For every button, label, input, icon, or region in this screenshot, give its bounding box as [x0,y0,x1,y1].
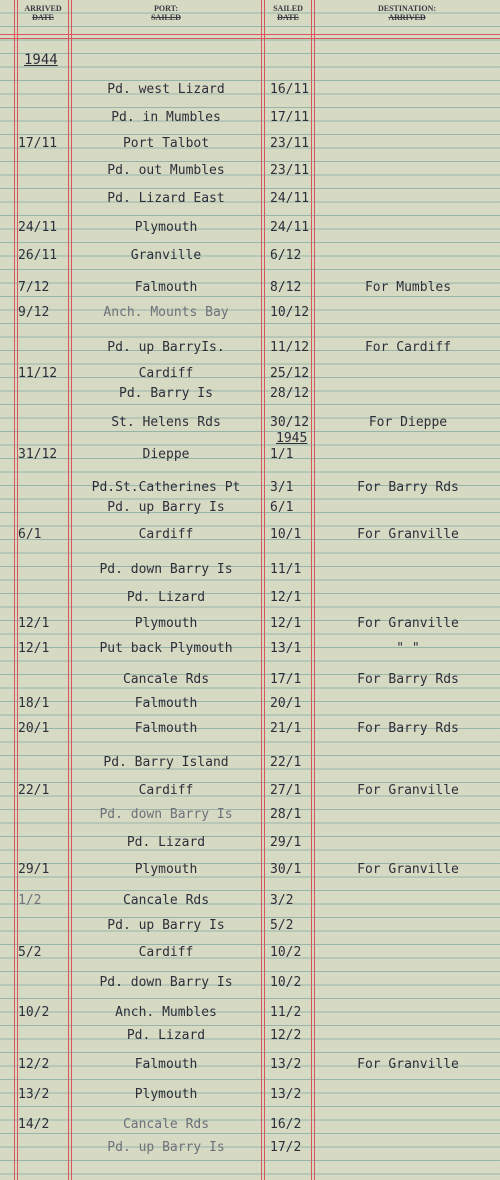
port-name: Pd. Barry Is [119,386,213,401]
port-name: Pd. west Lizard [107,82,225,97]
header-rule-top [0,34,500,35]
sailed-date: 13/2 [270,1087,302,1102]
sailed-date: 23/11 [270,163,310,178]
port-name: Pd. out Mumbles [107,163,225,178]
port-name: Pd. up Barry Is [107,918,225,933]
port-name: Falmouth [134,280,198,295]
sailed-date: 17/1 [270,672,302,687]
sailed-date: 11/2 [270,1005,302,1020]
port-name: Pd. Lizard East [107,191,225,206]
port-name: Plymouth [134,862,198,877]
port-name: Cancale Rds [122,893,210,908]
destination-note: For Barry Rds [357,480,459,495]
arrived-date: 29/1 [18,862,50,877]
destination-note: For Granville [357,527,459,542]
destination-note: For Mumbles [364,280,452,295]
header-sailed-title: SAILED [273,4,303,13]
sailed-date: 13/2 [270,1057,302,1072]
sailed-date: 20/1 [270,696,302,711]
port-name: Cardiff [138,783,194,798]
sailed-date: 1/1 [270,447,294,462]
destination-note: For Granville [357,862,459,877]
port-name: Cardiff [138,945,194,960]
port-name: Granville [130,248,202,263]
port-name: Pd. up Barry Is [107,1140,225,1155]
destination-note: For Granville [357,1057,459,1072]
port-name: Cardiff [138,366,194,381]
port-name: Pd. Lizard [126,1028,206,1043]
port-name: Plymouth [134,1087,198,1102]
arrived-date: 12/2 [18,1057,50,1072]
port-name: Pd. Lizard [126,590,206,605]
port-name: Plymouth [134,220,198,235]
arrived-date: 22/1 [18,783,50,798]
sailed-date: 29/1 [270,835,302,850]
sailed-date: 30/12 [270,415,310,430]
port-name: Cancale Rds [122,672,210,687]
port-name: Anch. Mounts Bay [103,305,229,320]
port-name: Cancale Rds [122,1117,210,1132]
header-destination [314,4,500,22]
sailed-date: 10/12 [270,305,310,320]
port-name: Pd. down Barry Is [99,807,233,822]
sailed-date: 12/1 [270,616,302,631]
port-name: St. Helens Rds [111,415,221,430]
port-name: Pd. down Barry Is [99,562,233,577]
header-sailed-sub: DATE [277,13,299,22]
header-port-sub: SAILED [151,13,181,22]
sailed-date: 13/1 [270,641,302,656]
header-rule-bottom [0,38,500,39]
arrived-date: 9/12 [18,305,50,320]
arrived-date: 20/1 [18,721,50,736]
arrived-date: 31/12 [18,447,58,462]
arrived-date: 26/11 [18,248,58,263]
sailed-date: 6/12 [270,248,302,263]
sailed-date: 10/2 [270,975,302,990]
port-name: Port Talbot [122,136,210,151]
sailed-date: 21/1 [270,721,302,736]
destination-note: For Granville [357,783,459,798]
destination-note: " " [396,641,420,656]
sailed-date: 23/11 [270,136,310,151]
sailed-date: 17/2 [270,1140,302,1155]
year-1945: 1945 [276,431,308,446]
column-rule [17,0,18,1180]
port-name: Pd. up BarryIs. [107,340,225,355]
header-destination-sub: ARRIVED [388,13,426,22]
sailed-date: 24/11 [270,220,310,235]
sailed-date: 25/12 [270,366,310,381]
arrived-date: 10/2 [18,1005,50,1020]
arrived-date: 13/2 [18,1087,50,1102]
port-name: Pd. in Mumbles [111,110,221,125]
port-name: Falmouth [134,721,198,736]
port-name: Dieppe [142,447,190,462]
arrived-date: 18/1 [18,696,50,711]
sailed-date: 12/1 [270,590,302,605]
sailed-date: 10/1 [270,527,302,542]
port-name: Pd. up Barry Is [107,500,225,515]
header-port [71,4,261,22]
sailed-date: 11/12 [270,340,310,355]
port-name: Pd.St.Catherines Pt [91,480,241,495]
sailed-date: 3/1 [270,480,294,495]
arrived-date: 6/1 [18,527,42,542]
port-name: Put back Plymouth [99,641,233,656]
sailed-date: 22/1 [270,755,302,770]
sailed-date: 16/11 [270,82,310,97]
port-name: Pd. down Barry Is [99,975,233,990]
sailed-date: 28/12 [270,386,310,401]
sailed-date: 16/2 [270,1117,302,1132]
sailed-date: 28/1 [270,807,302,822]
destination-note: For Barry Rds [357,672,459,687]
port-name: Falmouth [134,1057,198,1072]
destination-note: For Barry Rds [357,721,459,736]
header-arrived [17,4,69,22]
port-name: Anch. Mumbles [115,1005,217,1020]
sailed-date: 5/2 [270,918,294,933]
header-arrived-title: ARRIVED [24,4,62,13]
sailed-date: 6/1 [270,500,294,515]
port-name: Falmouth [134,696,198,711]
arrived-date: 12/1 [18,616,50,631]
header-destination-title: DESTINATION: [377,4,437,13]
sailed-date: 10/2 [270,945,302,960]
arrived-date: 1/2 [18,893,42,908]
header-arrived-sub: DATE [32,13,54,22]
destination-note: For Dieppe [368,415,448,430]
column-rule [14,0,15,1180]
port-name: Plymouth [134,616,198,631]
arrived-date: 7/12 [18,280,50,295]
sailed-date: 3/2 [270,893,294,908]
year-1944: 1944 [24,52,58,68]
port-name: Cardiff [138,527,194,542]
arrived-date: 14/2 [18,1117,50,1132]
port-name: Pd. Lizard [126,835,206,850]
sailed-date: 24/11 [270,191,310,206]
sailed-date: 17/11 [270,110,310,125]
arrived-date: 5/2 [18,945,42,960]
arrived-date: 11/12 [18,366,58,381]
sailed-date: 12/2 [270,1028,302,1043]
sailed-date: 27/1 [270,783,302,798]
header-sailed [264,4,312,22]
sailed-date: 30/1 [270,862,302,877]
sailed-date: 11/1 [270,562,302,577]
port-name: Pd. Barry Island [103,755,229,770]
destination-note: For Cardiff [364,340,452,355]
arrived-date: 24/11 [18,220,58,235]
destination-note: For Granville [357,616,459,631]
arrived-date: 17/11 [18,136,58,151]
arrived-date: 12/1 [18,641,50,656]
sailed-date: 8/12 [270,280,302,295]
header-port-title: PORT: [153,4,178,13]
column-rule [68,0,69,1180]
